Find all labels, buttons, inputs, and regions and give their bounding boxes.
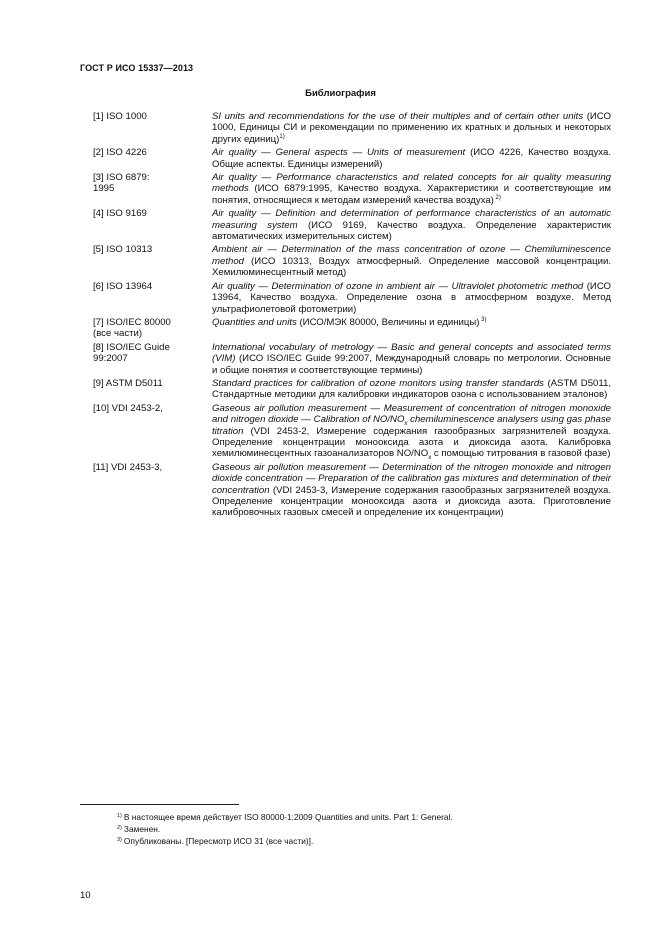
entry-reference: [6] ISO 13964 <box>93 280 153 292</box>
entry-description: Ambient air — Determination of the mass concentration of ozone — Chemiluminescence method (ИСО 10313, Воздух атмосферный. Определение массовой концентрации. Хемилюминесцентный метод) <box>212 244 611 279</box>
bibliography-entry <box>93 111 611 145</box>
bibliography-entry <box>93 378 611 401</box>
bibliography-entry <box>93 403 611 460</box>
footnote <box>117 823 453 835</box>
entry-reference: [3] ISO 6879: 1995 <box>93 172 150 195</box>
bibliography-entry <box>93 244 611 278</box>
entry-description: Gaseous air pollution measurement — Determination of the nitrogen monoxide and nitrogen dioxide concentration — Preparation of the calibration gas mixtures and determination of their concentration (VDI 2453-3, Измерение содержания газообразных загрязнителей воздуха. Определение концентрации монооксида азота и диоксида азота. Приготовление калибровочных газовых смесей и определение их концентрации) <box>212 461 611 519</box>
bibliography-entry <box>93 208 611 242</box>
footnote <box>117 835 453 847</box>
footnote-mark: 3) <box>117 837 122 844</box>
entry-description: Gaseous air pollution measurement — Measurement of concentration of nitrogen monoxide and nitrogen dioxide — Calibration of $NO/NO_x$ chemiluminescence analysers using gas phase titration (VDI 2453-2, Измерение содержания газообразных загрязнителей воздуха. Определение концентрации монооксида азота и диоксида азота. Калибровка хемилюминесцентных газоанализаторов $NO/NO_x$ с помощью титрования в газовой фазе) <box>212 402 611 462</box>
entry-reference: [4] ISO 9169 <box>93 208 147 220</box>
entry-description: Standard practices for calibration of ozone monitors using transfer standards (ASTM D5011, Стандартные методики для калибровки индикаторов озона с использованием эталонов) <box>212 377 611 401</box>
footnote-text: Опубликованы. [Пересмотр ИСО 31 (все части)]. <box>123 836 314 847</box>
bibliography-entry <box>93 172 611 206</box>
footnote-mark: 2) <box>117 825 122 832</box>
entry-description: Quantities and units (ИСО/МЭК 80000, Величины и единицы) $^{3)}$ <box>212 316 487 328</box>
footnotes <box>117 811 453 848</box>
footnote-text: Заменен. <box>123 824 161 835</box>
bibliography-list <box>93 111 611 521</box>
entry-reference: [8] ISO/IEC Guide 99:2007 <box>93 341 170 365</box>
footnote <box>117 811 453 823</box>
footnote-divider <box>80 804 239 805</box>
entry-description: Air quality — Definition and determination of performance characteristics of an automatic measuring system (ИСО 9169, Качество воздуха. Определение характеристик автоматических измерительных систем) <box>212 208 612 243</box>
entry-description: Air quality — Performance characteristics and related concepts for air quality measuring methods (ИСО 6879:1995, Качество воздуха. Характеристики и соответствующие им понятия, относящиеся к методам измерений качества воздуха) $^{2)}$ <box>212 172 611 206</box>
bibliography-entry <box>93 281 611 315</box>
entry-reference: [2] ISO 4226 <box>93 147 147 159</box>
entry-reference: [5] ISO 10313 <box>93 244 153 256</box>
entry-description: Air quality — General aspects — Units of measurement (ИСО 4226, Качество воздуха. Общие аспекты. Единицы измерений) <box>212 147 611 170</box>
bibliography-entry <box>93 147 611 170</box>
entry-description: Air quality — Determination of ozone in ambient air — Ultraviolet photometric method (ИСО 13964, Качество воздуха. Определение озона в атмосферном воздухе. Метод ультрафиолетовой фотометрии) <box>212 280 611 315</box>
entry-description: SI units and recommendations for the use of their multiples and of certain other units (ИСО 1000, Единицы СИ и рекомендации по применению их кратных и дольных и некоторых других единиц)$^{1)}$ <box>212 111 611 145</box>
entry-reference: [1] ISO 1000 <box>93 111 147 122</box>
bibliography-title: Библиография <box>305 88 376 99</box>
entry-reference: [11] VDI 2453-3, <box>93 461 163 473</box>
bibliography-entry <box>93 317 611 340</box>
entry-reference: [9] ASTM D5011 <box>93 377 163 389</box>
bibliography-entry <box>93 342 611 376</box>
entry-description: International vocabulary of metrology — Basic and general concepts and associated terms (VIM) (ИСО ISO/IEC Guide 99:2007, Международный словарь по метрологии. Основные и общие понятия и соответствующие термины) <box>212 341 611 376</box>
page-number: 10 <box>80 890 91 901</box>
entry-reference: [10] VDI 2453-2, <box>93 402 163 414</box>
footnote-mark: 1) <box>117 813 122 819</box>
bibliography-entry <box>93 462 611 519</box>
footnote-text: В настоящее время действует ISO 80000-1:2009 Quantities and units. Part 1: General. <box>123 812 453 822</box>
entry-reference: [7] ISO/IEC 80000 (все части) <box>93 316 171 340</box>
document-code: ГОСТ Р ИСО 15337—2013 <box>80 63 194 73</box>
